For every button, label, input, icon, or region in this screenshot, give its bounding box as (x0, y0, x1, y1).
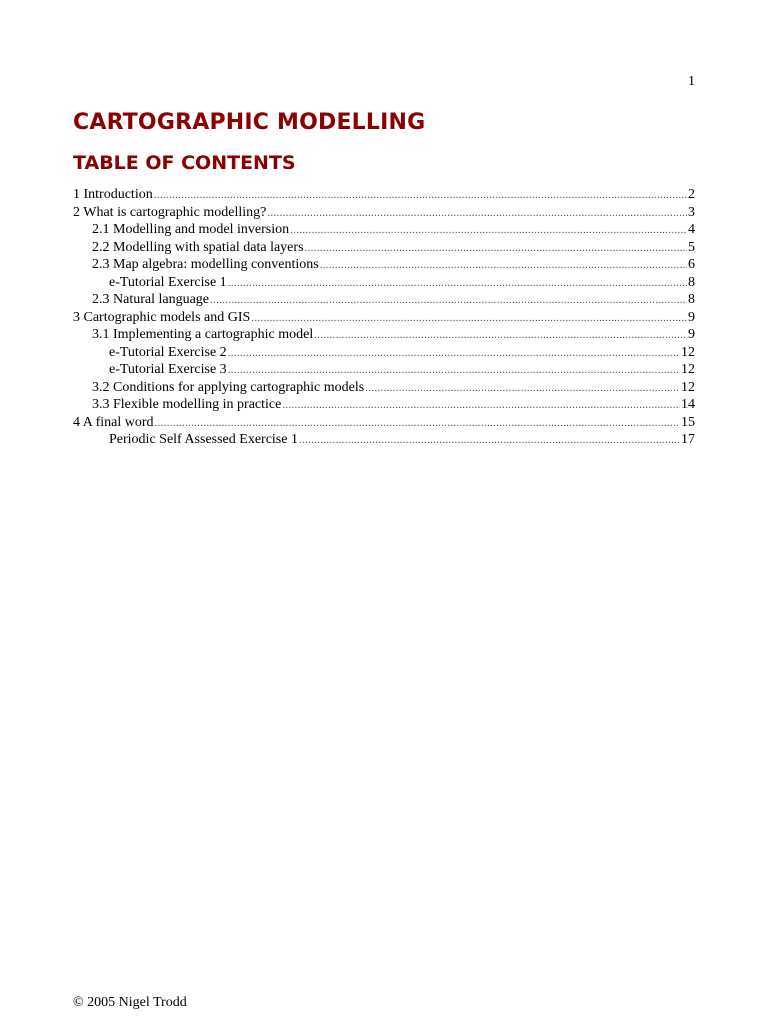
toc-entry-page-number: 15 (681, 414, 695, 430)
page-number: 1 (688, 74, 695, 89)
toc-heading: TABLE OF CONTENTS (73, 152, 296, 174)
toc-entry-title: e-Tutorial Exercise 3 (109, 362, 227, 377)
toc-entry-page-number: 5 (688, 239, 695, 255)
toc-entry-title: 2.1 Modelling and model inversion (92, 222, 290, 237)
toc-entry-page-number: 12 (681, 344, 695, 360)
toc-entry-page-number: 2 (688, 187, 695, 202)
toc-entry-title: 2 What is cartographic modelling? (73, 204, 267, 220)
toc-entry-page-number: 12 (681, 379, 695, 395)
toc-dot-leader (365, 380, 680, 398)
toc-dot-leader (251, 310, 687, 328)
toc-entry[interactable] (73, 379, 695, 397)
toc-entry-page-number: 12 (681, 362, 695, 377)
toc-dot-leader (154, 187, 687, 205)
toc-dot-leader (299, 432, 680, 450)
toc-entry[interactable] (73, 291, 695, 309)
toc-dot-leader (228, 345, 680, 363)
toc-dot-leader (314, 327, 687, 345)
toc-dot-leader (267, 205, 687, 223)
toc-entry-title: e-Tutorial Exercise 1 (109, 274, 227, 290)
toc-dot-leader (282, 397, 680, 415)
toc-entry-page-number: 14 (681, 397, 695, 412)
toc-entry-title: Periodic Self Assessed Exercise 1 (109, 432, 298, 447)
toc-dot-leader (210, 292, 687, 310)
toc-entry[interactable] (73, 309, 695, 327)
toc-entry-title: 2.2 Modelling with spatial data layers (92, 239, 304, 255)
toc-entry-page-number: 4 (688, 222, 695, 237)
toc-entry-page-number: 8 (688, 274, 695, 290)
toc-dot-leader (228, 362, 680, 380)
toc-entry[interactable] (73, 239, 695, 257)
toc-dot-leader (305, 240, 687, 258)
document-title: CARTOGRAPHIC MODELLING (73, 110, 426, 135)
toc-entry[interactable] (73, 431, 695, 449)
toc-entry[interactable] (73, 414, 695, 432)
toc-entry-title: e-Tutorial Exercise 2 (109, 344, 227, 360)
toc-entry[interactable] (73, 256, 695, 274)
toc-entry-page-number: 17 (681, 432, 695, 447)
toc-dot-leader (155, 415, 681, 433)
toc-entry[interactable] (73, 396, 695, 414)
table-of-contents (73, 186, 695, 449)
toc-entry[interactable] (73, 186, 695, 204)
toc-dot-leader (228, 275, 687, 293)
toc-entry-title: 2.3 Natural language (92, 292, 210, 307)
toc-entry[interactable] (73, 326, 695, 344)
toc-entry[interactable] (73, 274, 695, 292)
toc-entry-title: 3.2 Conditions for applying cartographic models (92, 379, 365, 395)
toc-entry-title: 1 Introduction (73, 187, 153, 202)
toc-entry-page-number: 3 (688, 204, 695, 220)
toc-entry[interactable] (73, 221, 695, 239)
toc-entry[interactable] (73, 204, 695, 222)
toc-dot-leader (320, 257, 687, 275)
toc-dot-leader (290, 222, 687, 240)
toc-entry-page-number: 8 (688, 292, 695, 307)
toc-entry-title: 3.3 Flexible modelling in practice (92, 397, 282, 412)
toc-entry-page-number: 9 (688, 327, 695, 342)
copyright-footer: © 2005 Nigel Trodd (73, 995, 187, 1010)
toc-entry-title: 3 Cartographic models and GIS (73, 309, 251, 325)
toc-entry-title: 2.3 Map algebra: modelling conventions (92, 257, 319, 272)
toc-entry[interactable] (73, 344, 695, 362)
toc-entry-page-number: 9 (688, 309, 695, 325)
toc-entry-title: 4 A final word (73, 414, 154, 430)
toc-entry-title: 3.1 Implementing a cartographic model (92, 327, 314, 342)
toc-entry-page-number: 6 (688, 257, 695, 272)
toc-entry[interactable] (73, 361, 695, 379)
